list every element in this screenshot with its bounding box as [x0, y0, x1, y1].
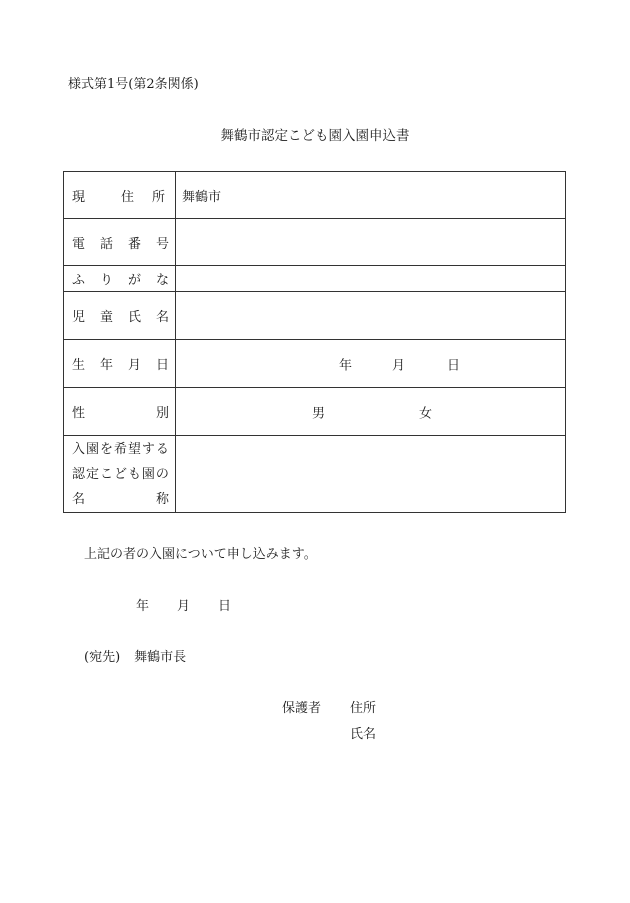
- field-sex: [176, 388, 566, 436]
- address-value: 舞鶴市: [182, 189, 222, 205]
- row-facility: [64, 436, 566, 513]
- field-child-name[interactable]: [176, 292, 566, 340]
- field-address[interactable]: [176, 172, 566, 219]
- document-title: 舞鶴市認定こども園入園申込書: [220, 128, 410, 144]
- field-furigana[interactable]: [176, 266, 566, 292]
- field-phone[interactable]: [176, 219, 566, 266]
- label-facility: 入 園 を 希 望 す る 認 定 こ ど も 園 の 名 称: [64, 436, 176, 513]
- row-address: [64, 172, 566, 219]
- row-phone: [64, 219, 566, 266]
- label-address: 現 住 所: [64, 172, 176, 219]
- date-year-unit: 年: [136, 599, 150, 614]
- row-child-name: [64, 292, 566, 340]
- declaration-text: 上記の者の入園について申し込みます。: [84, 547, 317, 562]
- row-furigana: [64, 266, 566, 292]
- label-phone: 電 話 番 号: [64, 219, 176, 266]
- birth-day-unit: 日: [447, 358, 461, 373]
- birth-month-unit: 月: [392, 358, 406, 373]
- row-birthdate: [64, 340, 566, 388]
- label-furigana: ふ り が な: [64, 266, 176, 292]
- label-child-name: 児 童 氏 名: [64, 292, 176, 340]
- addressee: [84, 646, 186, 665]
- field-birthdate[interactable]: [176, 340, 566, 388]
- label-birthdate: 生 年 月 日: [64, 340, 176, 388]
- date-day-unit: 日: [218, 599, 232, 614]
- label-sex: 性 別: [64, 388, 176, 436]
- date-month-unit: 月: [177, 599, 191, 614]
- sex-option-female[interactable]: 女: [419, 406, 433, 421]
- birth-year-unit: 年: [339, 358, 353, 373]
- guardian-address-label: 住所: [350, 701, 377, 716]
- application-table: [63, 171, 566, 513]
- form-number: 様式第1号(第2条関係): [68, 77, 199, 92]
- addressee-name: 舞鶴市長: [134, 650, 187, 665]
- row-sex: [64, 388, 566, 436]
- field-facility[interactable]: [176, 436, 566, 513]
- sex-option-male[interactable]: 男: [312, 406, 326, 421]
- guardian-name-label: 氏名: [350, 727, 377, 742]
- addressee-prefix: (宛先): [84, 650, 121, 665]
- guardian-label: 保護者: [282, 701, 322, 716]
